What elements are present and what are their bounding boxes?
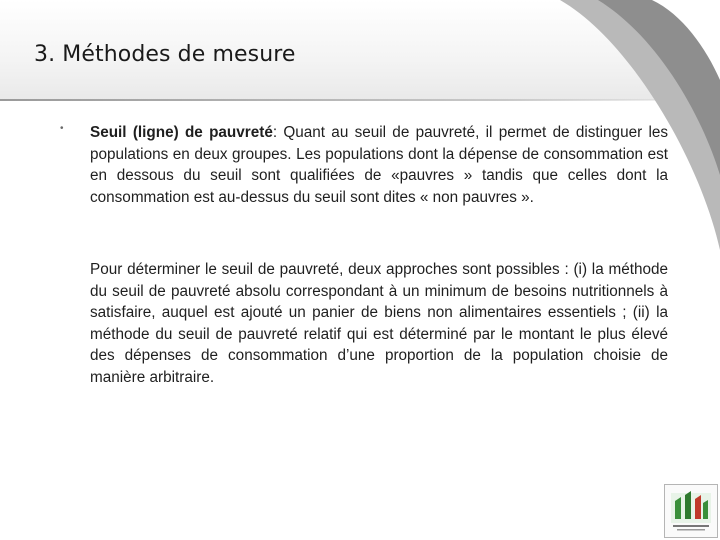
bullet-dot-icon: •: [60, 123, 64, 134]
institution-logo: [664, 484, 718, 538]
definition-text: : Quant au seuil de pauvreté, il permet de distinguer les populations en deux groupes. Les populations dont la dépense de consommation est en dessous du seuil sont qualifiées de «pauvres » tandis que celles dont la consommation est au-dessus du seuil sont dites « non pauvres ».: [90, 124, 668, 206]
paragraph-approaches: Pour déterminer le seuil de pauvreté, deux approches sont possibles : (i) la méthode du seuil de pauvreté absolu correspondant à un minimum de besoins nutritionnels à satisfaire, auquel est ajouté un panier de biens non alimentaires essentiels ; (ii) la méthode du seuil de pauvreté relatif qui est déterminé par le montant le plus élevé des dépenses de consommation d’une proportion de la population choisie de manière arbitraire.: [90, 261, 668, 386]
definition-term: Seuil (ligne) de pauvreté: [90, 124, 273, 141]
institution-logo-icon: [665, 485, 717, 537]
slide-title: 3. Méthodes de mesure: [34, 42, 296, 67]
paragraph-definition: [90, 122, 668, 208]
